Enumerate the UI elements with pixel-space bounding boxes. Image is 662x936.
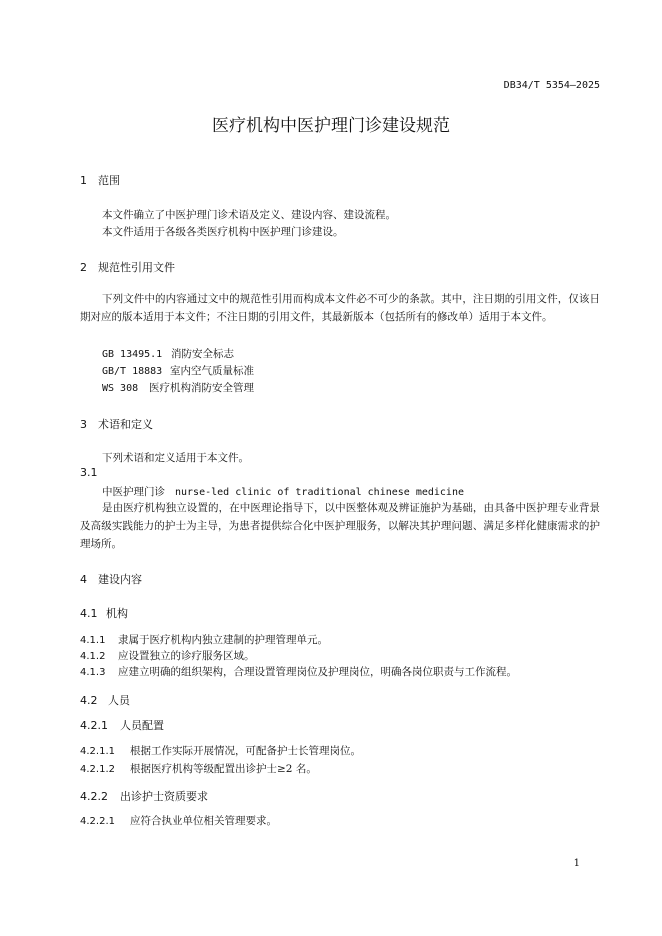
clause-number: 4.1.2: [80, 651, 106, 662]
reference-title: 室内空气质量标准: [170, 365, 254, 377]
section-number: 4: [80, 573, 87, 586]
clause-text: 应设置独立的诊疗服务区域。: [118, 650, 255, 662]
document-title: 医疗机构中医护理门诊建设规范: [212, 116, 450, 136]
clause-text: 应建立明确的组织架构，合理设置管理岗位及护理岗位，明确各岗位职责与工作流程。: [118, 666, 517, 678]
clause-number: 4.2.1.1: [80, 746, 115, 757]
section-title: 术语和定义: [98, 418, 153, 431]
reference-title: 消防安全标志: [171, 348, 234, 360]
term-number: 3.1: [80, 466, 98, 479]
paragraph: 下列术语和定义适用于本文件。: [102, 452, 249, 464]
term-name-cn: 中医护理门诊: [102, 486, 165, 498]
reference-item: [102, 363, 254, 378]
clause-text: 隶属于医疗机构内独立建制的护理管理单元。: [118, 634, 328, 646]
reference-code: GB/T 18883: [102, 366, 163, 377]
reference-item: [102, 346, 234, 361]
section-title: 范围: [98, 174, 120, 187]
clause-number: 4.1.1: [80, 635, 106, 646]
clause-text: 应符合执业单位相关管理要求。: [130, 815, 277, 827]
subsection-title: 出诊护士资质要求: [120, 790, 208, 803]
subsection-4-1-heading: [80, 605, 128, 621]
subsection-title: 人员: [108, 694, 130, 707]
section-1-heading: [80, 172, 120, 188]
section-number: 3: [80, 418, 87, 431]
clause-item: [80, 743, 361, 758]
section-3-heading: [80, 416, 153, 432]
reference-title: 医疗机构消防安全管理: [149, 382, 254, 394]
subsection-number: 4.2: [80, 694, 98, 707]
clause-text: 根据工作实际开展情况，可配备护士长管理岗位。: [130, 745, 361, 757]
clause-number: 4.1.3: [80, 667, 106, 678]
section-number: 2: [80, 261, 87, 274]
subsection-title: 机构: [106, 607, 128, 620]
clause-item: [80, 632, 328, 647]
clause-item: [80, 813, 277, 828]
section-number: 1: [80, 174, 87, 187]
clause-number: 4.2.2.1: [80, 816, 115, 827]
term-name-en: nurse-led clinic of traditional chinese medicine: [175, 487, 464, 498]
clause-item: [80, 664, 517, 679]
paragraph: 本文件适用于各级各类医疗机构中医护理门诊建设。: [102, 226, 344, 238]
section-2-heading: [80, 259, 175, 275]
reference-code: WS 308: [102, 383, 139, 394]
clause-number: 4.2.1.2: [80, 764, 115, 775]
reference-code: GB 13495.1: [102, 349, 163, 360]
section-title: 建设内容: [98, 573, 142, 586]
standard-number: DB34/T 5354—2025: [503, 80, 600, 91]
term-title: [102, 484, 464, 499]
subsection-title: 人员配置: [120, 719, 164, 732]
subsection-number: 4.1: [80, 607, 98, 620]
section-4-heading: [80, 571, 142, 587]
section-title: 规范性引用文件: [98, 261, 175, 274]
paragraph: 下列文件中的内容通过文中的规范性引用而构成本文件必不可少的条款。其中，注日期的引用文件，仅该日期对应的版本适用于本文件；不注日期的引用文件，其最新版本（包括所有的修改单）适用于本文件。: [80, 293, 600, 323]
clause-text: 根据医疗机构等级配置出诊护士≥2 名。: [130, 763, 317, 775]
subsection-number: 4.2.1: [80, 719, 108, 732]
subsection-number: 4.2.2: [80, 790, 108, 803]
subsection-4-2-heading: [80, 692, 130, 708]
subsection-4-2-2-heading: [80, 788, 208, 804]
subsection-4-2-1-heading: [80, 717, 164, 733]
reference-item: [102, 380, 254, 395]
paragraph: 本文件确立了中医护理门诊术语及定义、建设内容、建设流程。: [102, 209, 396, 221]
term-definition: 是由医疗机构独立设置的，在中医理论指导下，以中医整体观及辨证施护为基础，由具备中医护理专业背景及高级实践能力的护士为主导，为患者提供综合化中医护理服务，以解决其护理问题、满足多样化健康需求的护理场所。: [80, 502, 600, 550]
clause-item: [80, 761, 317, 776]
page-number: 1: [573, 858, 580, 869]
clause-item: [80, 648, 255, 663]
